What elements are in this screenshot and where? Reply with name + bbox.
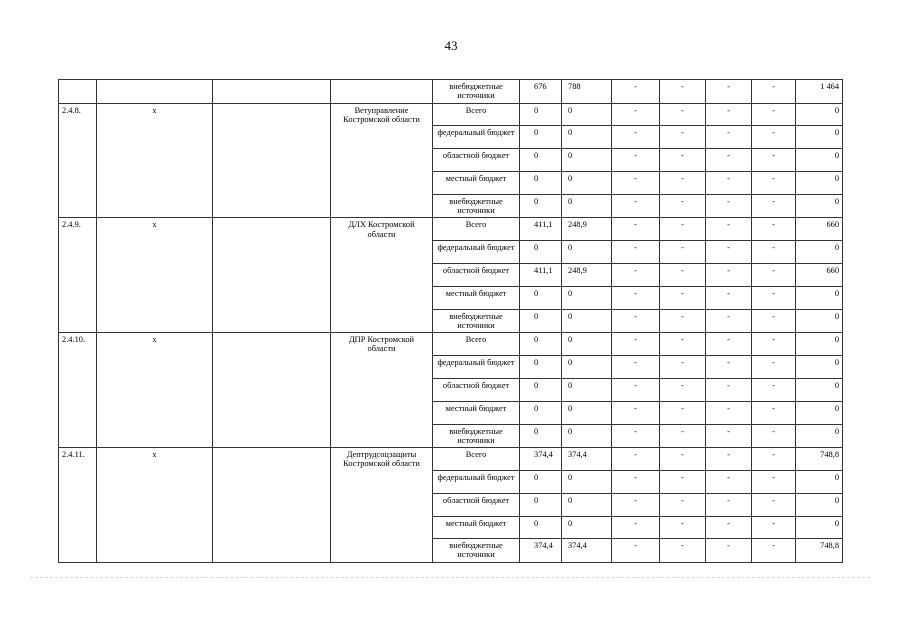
value-cell: - bbox=[706, 241, 752, 264]
value-cell: 0 bbox=[520, 149, 562, 172]
value-cell: 0 bbox=[520, 470, 562, 493]
funding-source: федеральный бюджет bbox=[433, 241, 520, 264]
funding-source: местный бюджет bbox=[433, 516, 520, 539]
value-cell: - bbox=[752, 378, 796, 401]
value-cell: - bbox=[706, 401, 752, 424]
value-cell: - bbox=[706, 424, 752, 448]
value-cell: - bbox=[660, 264, 706, 287]
value-cell: - bbox=[752, 470, 796, 493]
total-cell: 0 bbox=[796, 241, 843, 264]
funding-source: Всего bbox=[433, 103, 520, 126]
funding-source: областной бюджет bbox=[433, 264, 520, 287]
value-cell: - bbox=[660, 286, 706, 309]
value-cell: - bbox=[752, 493, 796, 516]
value-cell: - bbox=[660, 149, 706, 172]
item-number: 2.4.8. bbox=[59, 103, 97, 218]
value-cell: - bbox=[612, 333, 660, 356]
value-cell: 0 bbox=[562, 241, 612, 264]
funding-source: Всего bbox=[433, 448, 520, 471]
table-row bbox=[59, 448, 843, 471]
value-cell: - bbox=[706, 126, 752, 149]
value-cell: 0 bbox=[520, 378, 562, 401]
value-cell: - bbox=[612, 172, 660, 195]
value-cell: - bbox=[660, 309, 706, 333]
value-cell: - bbox=[612, 424, 660, 448]
value-cell: 0 bbox=[562, 103, 612, 126]
value-cell: - bbox=[612, 516, 660, 539]
value-cell: 0 bbox=[562, 516, 612, 539]
value-cell: - bbox=[612, 448, 660, 471]
x-mark: х bbox=[97, 448, 213, 563]
total-cell: 0 bbox=[796, 286, 843, 309]
value-cell: - bbox=[706, 448, 752, 471]
value-cell: - bbox=[612, 264, 660, 287]
value-cell: - bbox=[660, 241, 706, 264]
funding-source: федеральный бюджет bbox=[433, 126, 520, 149]
value-cell: 0 bbox=[562, 401, 612, 424]
value-cell: - bbox=[752, 103, 796, 126]
total-cell: 0 bbox=[796, 149, 843, 172]
total-cell: 748,8 bbox=[796, 539, 843, 563]
total-cell: 1 464 bbox=[796, 80, 843, 104]
funding-source: федеральный бюджет bbox=[433, 470, 520, 493]
value-cell: - bbox=[752, 241, 796, 264]
value-cell: - bbox=[752, 539, 796, 563]
value-cell: - bbox=[660, 448, 706, 471]
total-cell: 0 bbox=[796, 493, 843, 516]
value-cell: 0 bbox=[520, 103, 562, 126]
value-cell: - bbox=[612, 126, 660, 149]
value-cell: 0 bbox=[520, 126, 562, 149]
table-row bbox=[59, 333, 843, 356]
table-row bbox=[59, 103, 843, 126]
total-cell: 0 bbox=[796, 333, 843, 356]
executor-name: ДПР Костромской области bbox=[331, 333, 433, 448]
value-cell: - bbox=[660, 194, 706, 218]
value-cell: - bbox=[752, 80, 796, 104]
funding-source: федеральный бюджет bbox=[433, 356, 520, 379]
value-cell: - bbox=[706, 309, 752, 333]
executor-name: Дептрудсоцзащиты Костромской области bbox=[331, 448, 433, 563]
value-cell: - bbox=[706, 333, 752, 356]
value-cell: 374,4 bbox=[562, 448, 612, 471]
total-cell: 0 bbox=[796, 309, 843, 333]
value-cell: - bbox=[752, 172, 796, 195]
value-cell: - bbox=[612, 241, 660, 264]
value-cell: - bbox=[612, 356, 660, 379]
value-cell: - bbox=[706, 194, 752, 218]
funding-source: областной бюджет bbox=[433, 149, 520, 172]
value-cell: - bbox=[612, 103, 660, 126]
value-cell: 0 bbox=[520, 401, 562, 424]
value-cell: - bbox=[612, 286, 660, 309]
value-cell: 0 bbox=[520, 356, 562, 379]
value-cell: - bbox=[660, 470, 706, 493]
value-cell: - bbox=[660, 333, 706, 356]
x-cell bbox=[97, 80, 213, 104]
value-cell: - bbox=[752, 356, 796, 379]
value-cell: 248,9 bbox=[562, 218, 612, 241]
value-cell: - bbox=[706, 264, 752, 287]
value-cell: - bbox=[706, 378, 752, 401]
value-cell: - bbox=[706, 470, 752, 493]
executor-cell bbox=[331, 80, 433, 104]
value-cell: - bbox=[660, 103, 706, 126]
value-cell: - bbox=[660, 378, 706, 401]
budget-table bbox=[58, 79, 843, 563]
value-cell: - bbox=[752, 194, 796, 218]
value-cell: - bbox=[660, 80, 706, 104]
total-cell: 660 bbox=[796, 264, 843, 287]
total-cell: 0 bbox=[796, 172, 843, 195]
table-row bbox=[59, 218, 843, 241]
x-mark: х bbox=[97, 103, 213, 218]
funding-source: внебюджетные источники bbox=[433, 194, 520, 218]
empty-cell bbox=[213, 80, 331, 104]
value-cell: - bbox=[752, 309, 796, 333]
x-mark: х bbox=[97, 333, 213, 448]
value-cell: - bbox=[752, 264, 796, 287]
value-cell: 788 bbox=[562, 80, 612, 104]
value-cell: 0 bbox=[520, 286, 562, 309]
value-cell: 411,1 bbox=[520, 218, 562, 241]
funding-source: внебюджетные источники bbox=[433, 424, 520, 448]
value-cell: - bbox=[706, 356, 752, 379]
value-cell: - bbox=[752, 286, 796, 309]
value-cell: 374,4 bbox=[520, 448, 562, 471]
value-cell: - bbox=[612, 378, 660, 401]
x-mark: х bbox=[97, 218, 213, 333]
total-cell: 0 bbox=[796, 194, 843, 218]
total-cell: 0 bbox=[796, 401, 843, 424]
value-cell: 0 bbox=[520, 309, 562, 333]
value-cell: - bbox=[706, 516, 752, 539]
value-cell: 0 bbox=[562, 493, 612, 516]
total-cell: 0 bbox=[796, 356, 843, 379]
value-cell: 0 bbox=[520, 424, 562, 448]
value-cell: 0 bbox=[562, 286, 612, 309]
value-cell: - bbox=[706, 286, 752, 309]
total-cell: 0 bbox=[796, 103, 843, 126]
value-cell: 0 bbox=[562, 172, 612, 195]
value-cell: - bbox=[706, 149, 752, 172]
value-cell: 0 bbox=[520, 333, 562, 356]
value-cell: 0 bbox=[520, 516, 562, 539]
value-cell: - bbox=[612, 493, 660, 516]
value-cell: 0 bbox=[520, 493, 562, 516]
value-cell: - bbox=[660, 539, 706, 563]
value-cell: - bbox=[706, 172, 752, 195]
executor-name: ДЛХ Костромской области bbox=[331, 218, 433, 333]
item-number: 2.4.10. bbox=[59, 333, 97, 448]
value-cell: 0 bbox=[562, 470, 612, 493]
value-cell: 0 bbox=[562, 333, 612, 356]
funding-source: внебюджетные источники bbox=[433, 309, 520, 333]
total-cell: 0 bbox=[796, 424, 843, 448]
value-cell: - bbox=[660, 493, 706, 516]
value-cell: - bbox=[706, 493, 752, 516]
funding-source: местный бюджет bbox=[433, 172, 520, 195]
item-number: 2.4.9. bbox=[59, 218, 97, 333]
value-cell: - bbox=[612, 80, 660, 104]
funding-source: местный бюджет bbox=[433, 401, 520, 424]
value-cell: - bbox=[752, 126, 796, 149]
total-cell: 0 bbox=[796, 378, 843, 401]
value-cell: 0 bbox=[562, 194, 612, 218]
value-cell: - bbox=[752, 424, 796, 448]
value-cell: 248,9 bbox=[562, 264, 612, 287]
value-cell: - bbox=[706, 80, 752, 104]
value-cell: - bbox=[612, 401, 660, 424]
value-cell: - bbox=[660, 126, 706, 149]
value-cell: 0 bbox=[520, 172, 562, 195]
value-cell: - bbox=[706, 218, 752, 241]
number-cell bbox=[59, 80, 97, 104]
value-cell: 676 bbox=[520, 80, 562, 104]
page-number: 43 bbox=[444, 38, 458, 53]
value-cell: - bbox=[660, 401, 706, 424]
value-cell: - bbox=[752, 218, 796, 241]
value-cell: 0 bbox=[562, 424, 612, 448]
funding-source: областной бюджет bbox=[433, 493, 520, 516]
value-cell: - bbox=[612, 539, 660, 563]
value-cell: - bbox=[752, 448, 796, 471]
value-cell: 0 bbox=[562, 126, 612, 149]
value-cell: 0 bbox=[562, 149, 612, 172]
empty-cell bbox=[213, 103, 331, 218]
value-cell: - bbox=[660, 356, 706, 379]
executor-name: Ветуправление Костромской области bbox=[331, 103, 433, 218]
empty-cell bbox=[213, 448, 331, 563]
value-cell: 411,1 bbox=[520, 264, 562, 287]
funding-source: Всего bbox=[433, 333, 520, 356]
value-cell: - bbox=[660, 424, 706, 448]
total-cell: 0 bbox=[796, 470, 843, 493]
value-cell: - bbox=[612, 218, 660, 241]
source-cell: внебюджетные источники bbox=[433, 80, 520, 104]
funding-source: внебюджетные источники bbox=[433, 539, 520, 563]
value-cell: - bbox=[660, 218, 706, 241]
item-number: 2.4.11. bbox=[59, 448, 97, 563]
scan-edge-line bbox=[30, 577, 870, 578]
funding-source: местный бюджет bbox=[433, 286, 520, 309]
value-cell: 0 bbox=[520, 241, 562, 264]
value-cell: - bbox=[752, 401, 796, 424]
total-cell: 0 bbox=[796, 126, 843, 149]
empty-cell bbox=[213, 333, 331, 448]
table-row-continuation bbox=[59, 80, 843, 104]
funding-source: Всего bbox=[433, 218, 520, 241]
value-cell: 0 bbox=[562, 309, 612, 333]
value-cell: - bbox=[752, 149, 796, 172]
total-cell: 748,8 bbox=[796, 448, 843, 471]
value-cell: - bbox=[612, 194, 660, 218]
value-cell: - bbox=[660, 516, 706, 539]
value-cell: - bbox=[752, 333, 796, 356]
value-cell: 0 bbox=[562, 378, 612, 401]
value-cell: - bbox=[612, 470, 660, 493]
value-cell: - bbox=[706, 103, 752, 126]
value-cell: - bbox=[612, 309, 660, 333]
value-cell: - bbox=[612, 149, 660, 172]
total-cell: 0 bbox=[796, 516, 843, 539]
value-cell: - bbox=[752, 516, 796, 539]
value-cell: 374,4 bbox=[520, 539, 562, 563]
value-cell: - bbox=[706, 539, 752, 563]
value-cell: 374,4 bbox=[562, 539, 612, 563]
value-cell: 0 bbox=[520, 194, 562, 218]
funding-source: областной бюджет bbox=[433, 378, 520, 401]
empty-cell bbox=[213, 218, 331, 333]
value-cell: 0 bbox=[562, 356, 612, 379]
value-cell: - bbox=[660, 172, 706, 195]
total-cell: 660 bbox=[796, 218, 843, 241]
